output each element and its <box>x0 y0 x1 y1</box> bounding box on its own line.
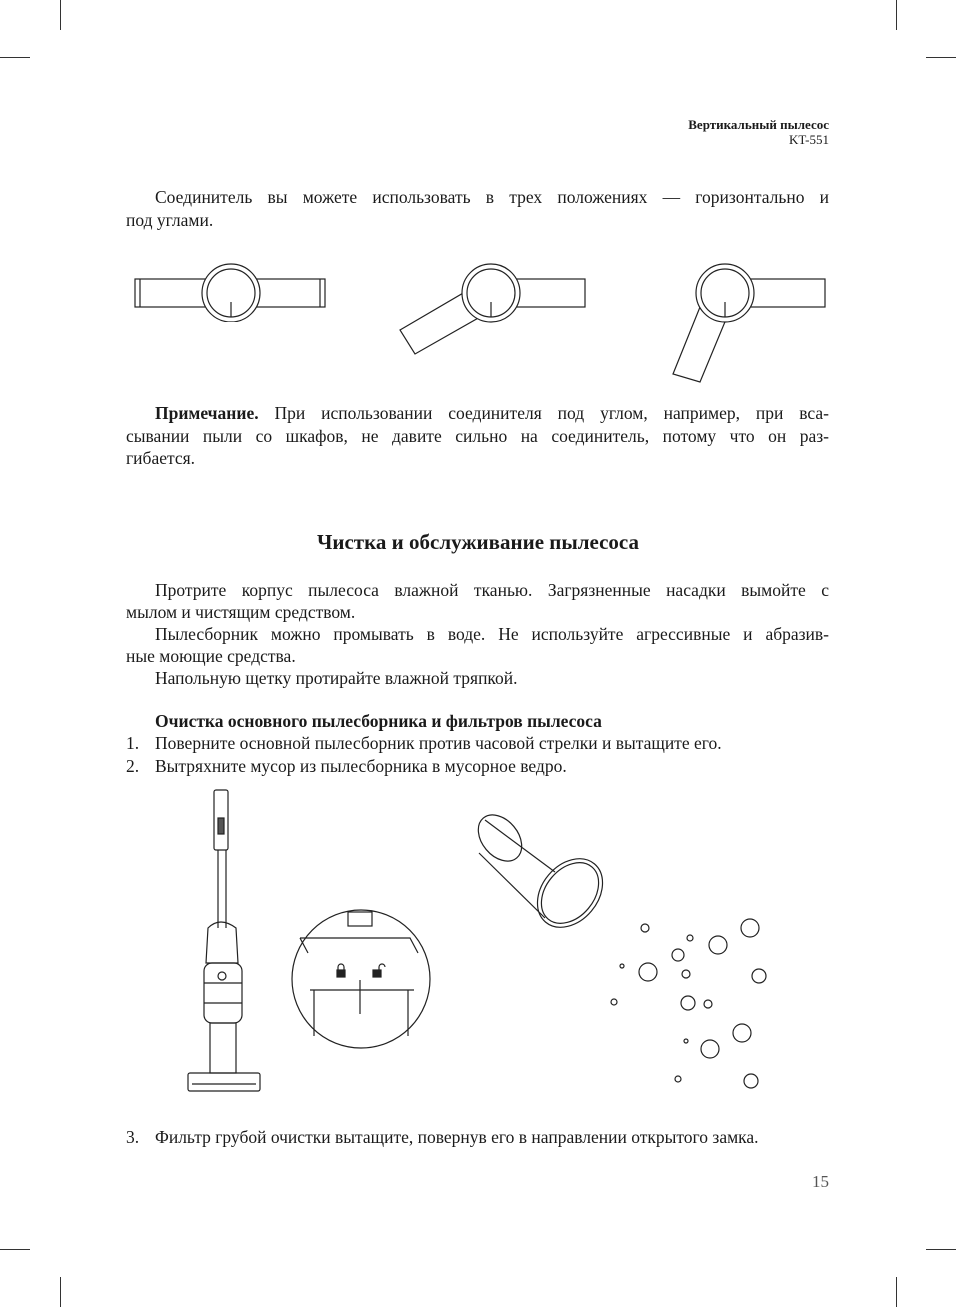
lock-detail-illustration <box>290 908 432 1050</box>
running-header <box>688 117 829 147</box>
para-line: Пылесборник можно промывать в воде. Не используйте агрессивные и абразив- <box>155 624 829 644</box>
crop-mark <box>896 0 897 30</box>
para-line: ные моющие средства. <box>126 646 296 666</box>
debris-particles-illustration <box>600 910 780 1095</box>
crop-mark <box>896 1277 897 1307</box>
connector-angled-illustration <box>395 262 590 357</box>
dust-container-illustration <box>475 808 610 928</box>
intro-line: Соединитель вы можете использовать в трех положениях — горизонтально и <box>155 187 829 207</box>
crop-mark <box>0 57 30 58</box>
note-line: сывании пыли со шкафов, не давите сильно на соединитель, потому что он раз- <box>126 426 829 446</box>
para-line: мылом и чистящим средством. <box>126 602 356 622</box>
subsection-title: Очистка основного пылесборника и фильтров пылесоса <box>155 711 602 731</box>
crop-mark <box>0 1249 30 1250</box>
section-title: Чистка и обслуживание пылесоса <box>316 530 640 554</box>
open-lock-icon <box>373 970 381 977</box>
note-line: гибается. <box>126 448 196 468</box>
closed-lock-icon <box>337 970 345 977</box>
step-item: 1. Поверните основной пылесборник против часовой стрелки и вытащите его. <box>126 733 722 753</box>
header-model: KT-551 <box>789 132 829 147</box>
para-line: Протрите корпус пылесоса влажной тканью. Загрязненные насадки вымойте с <box>155 580 829 600</box>
crop-mark <box>60 1277 61 1307</box>
header-title: Вертикальный пылесос <box>688 117 829 132</box>
note-line: Примечание. При использовании соединителя под углом, например, при вса- <box>155 403 829 423</box>
crop-mark <box>926 1249 956 1250</box>
connector-steep-angle-illustration <box>665 262 830 387</box>
connector-horizontal-illustration <box>130 262 335 322</box>
intro-line: под углами. <box>126 210 214 230</box>
vacuum-cleaner-illustration <box>180 788 270 1108</box>
para-line: Напольную щетку протирайте влажной тряпкой. <box>155 668 518 688</box>
step-item: 3. Фильтр грубой очистки вытащите, повернув его в направлении открытого замка. <box>126 1127 759 1147</box>
page-number: 15 <box>812 1172 829 1191</box>
step-item: 2. Вытряхните мусор из пылесборника в мусорное ведро. <box>126 756 567 776</box>
crop-mark <box>926 57 956 58</box>
note-label: Примечание. <box>155 403 259 423</box>
crop-mark <box>60 0 61 30</box>
